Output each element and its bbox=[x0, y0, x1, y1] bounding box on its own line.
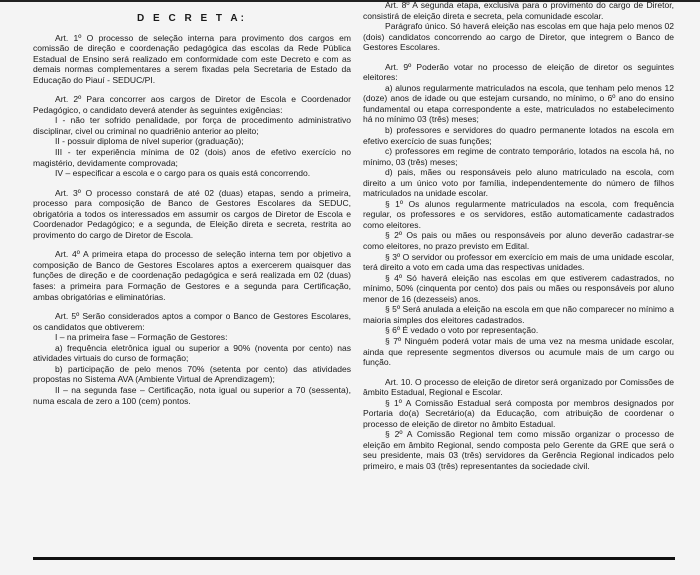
decree-heading: D E C R E T A: bbox=[137, 13, 247, 24]
article-8: Art. 8º A segunda etapa, exclusiva para o provimento do cargo de Diretor, consistirá de eleição direta e secreta, pela comunidade escolar. bbox=[363, 0, 674, 21]
article-2-item-iv: IV – especificar a escola e o cargo para os quais está concorrendo. bbox=[55, 168, 311, 179]
article-2-item-i: I - não ter sofrido penalidade, por força de procedimento administrativo disciplinar, civel ou criminal no quadriênio anterior ao pleito; bbox=[33, 115, 351, 136]
article-9-item-b: b) professores e servidores do quadro permanente lotados na escola em efetivo exercício de suas funções; bbox=[363, 125, 674, 146]
article-10-paragraph-2: § 2º A Comissão Regional tem como missão organizar o processo de eleição em âmbito Regional, sendo composta pelo Gerente da GRE que será o seu presidente, mais 03 (três) servidores da Gerência Regional indicados pelo primeiro, e mais 03 (três) representantes da sociedade civil. bbox=[363, 429, 674, 471]
article-2-item-ii: II - possuir diploma de nível superior (graduação); bbox=[55, 136, 244, 147]
article-9-paragraph-4: § 4º Só haverá eleição nas escolas em que estiverem cadastrados, no mínimo, 50% (cinquenta por cento) dos pais ou mães ou responsáveis por aluno menor de 16 (dezesseis) anos. bbox=[363, 272, 674, 304]
article-9-paragraph-6: § 6º É vedado o voto por representação. bbox=[385, 325, 539, 336]
article-5: Art. 5º Serão considerados aptos a compor o Banco de Gestores Escolares, os candidatos que obtiverem: bbox=[33, 311, 351, 332]
article-4: Art. 4º A primeira etapa do processo de seleção interna tem por objetivo a composição de Banco de Gestores Escolares aptos a exercerem quaisquer das funções de direção e de coordenação pedagógica e será realizada em 02 (duas) fases: a primeira para Formação de Gestores e a segunda para Certificação, ambas obrigatórias e eliminatórias. bbox=[33, 249, 351, 302]
article-2-item-iii: III - ter experiência mínima de 02 (dois) anos de efetivo exercício no magistério, devidamente comprovada; bbox=[33, 147, 351, 168]
article-8-paragrafo-unico: Parágrafo único. Só haverá eleição nas escolas em que haja pelo menos 02 (dois) candidatos concorrendo ao cargo de Diretor, que integrem o Banco de Gestores Escolares. bbox=[363, 21, 674, 53]
article-5-item-b: b) participação de pelo menos 70% (setenta por cento) das atividades propostas no Sistema AVA (Ambiente Virtual de Aprendizagem); bbox=[33, 363, 351, 385]
article-9-paragraph-7: § 7º Ninguém poderá votar mais de uma vez na mesma unidade escolar, ainda que represente segmentos diversos ou acumule mais de um cargo ou função. bbox=[363, 335, 674, 368]
article-5-item-i: I – na primeira fase – Formação de Gestores: bbox=[55, 332, 228, 343]
right-column bbox=[363, 0, 674, 472]
article-9-paragraph-2: § 2º Os pais ou mães ou responsáveis por aluno deverão cadastrar-se como eleitores, no prazo previsto em Edital. bbox=[363, 230, 674, 252]
article-3: Art. 3º O processo constará de até 02 (duas) etapas, sendo a primeira, processo para composição de Banco de Gestores Escolares da SEDUC, obrigatória a todos os interessados em assumir os cargos de Diretor de Escola e Coordenador Pedagógico; e a segunda, de Eleição direta e secreta, restrita ao provimento do cargo de Diretor de Escola. bbox=[33, 187, 351, 240]
article-1: Art. 1º O processo de seleção interna para provimento dos cargos em comissão de direção e coordenação pedagógica das escolas da Rede Pública Estadual de Ensino será realizado em conformidade com este Decreto e com as demais normas complementares a serem fixadas pela Secretaria de Estado da Educação do Piauí - SEDUC/PI. bbox=[33, 32, 351, 85]
article-9-paragraph-3: § 3º O servidor ou professor em exercício em mais de uma unidade escolar, terá direito a voto em cada uma das respectivas unidades. bbox=[363, 251, 674, 273]
article-9-item-d: d) pais, mães ou responsáveis pelo aluno matriculado na escola, com direito a um único voto por família, independentemente do número de filhos matriculados na unidade escolar. bbox=[363, 167, 674, 199]
left-column bbox=[33, 4, 351, 406]
article-10-paragraph-1: § 1º A Comissão Estadual será composta por membros designados por Portaria do(a) Secretário(a) da Educação, com atribuição de coordenar o processo de eleição de diretor no âmbito Estadual. bbox=[363, 397, 674, 429]
article-5-item-ii: II – na segunda fase – Certificação, nota igual ou superior a 70 (sessenta), numa escala de zero a 100 (cem) pontos. bbox=[33, 384, 351, 406]
article-9-paragraph-1: § 1º Os alunos regularmente matriculados na escola, com frequência regular, os professores e os servidores, estão automaticamente cadastrados como eleitores. bbox=[363, 198, 674, 230]
article-10: Art. 10. O processo de eleição de diretor será organizado por Comissões de âmbito Estadual, Regional e Escolar. bbox=[363, 376, 674, 398]
article-9-item-a: a) alunos regularmente matriculados na escola, que tenham pelo menos 12 (doze) anos de idade ou que estejam cursando, no mínimo, o 6º ano do ensino fundamental ou etapa correspondente a este, matriculados no estabelecimento há no mínimo 03 (três) meses; bbox=[363, 82, 674, 125]
article-9-paragraph-5: § 5º Será anulada a eleição na escola em que não comparecer no mínimo a maioria simples dos eleitores cadastrados. bbox=[363, 304, 674, 325]
article-9-item-c: c) professores em regime de contrato temporário, lotados na escola há, no mínimo, 03 (três) meses; bbox=[363, 146, 674, 167]
article-2: Art. 2º Para concorrer aos cargos de Diretor de Escola e Coordenador Pedagógico, o candidato deverá atender às seguintes exigências: bbox=[33, 94, 351, 115]
bottom-rule bbox=[33, 557, 675, 560]
article-9: Art. 9º Poderão votar no processo de eleição de diretor os seguintes eleitores: bbox=[363, 61, 674, 83]
article-5-item-a: a) frequência eletrônica igual ou superior a 90% (noventa por cento) nas atividades virtuais do curso de formação; bbox=[33, 342, 351, 364]
